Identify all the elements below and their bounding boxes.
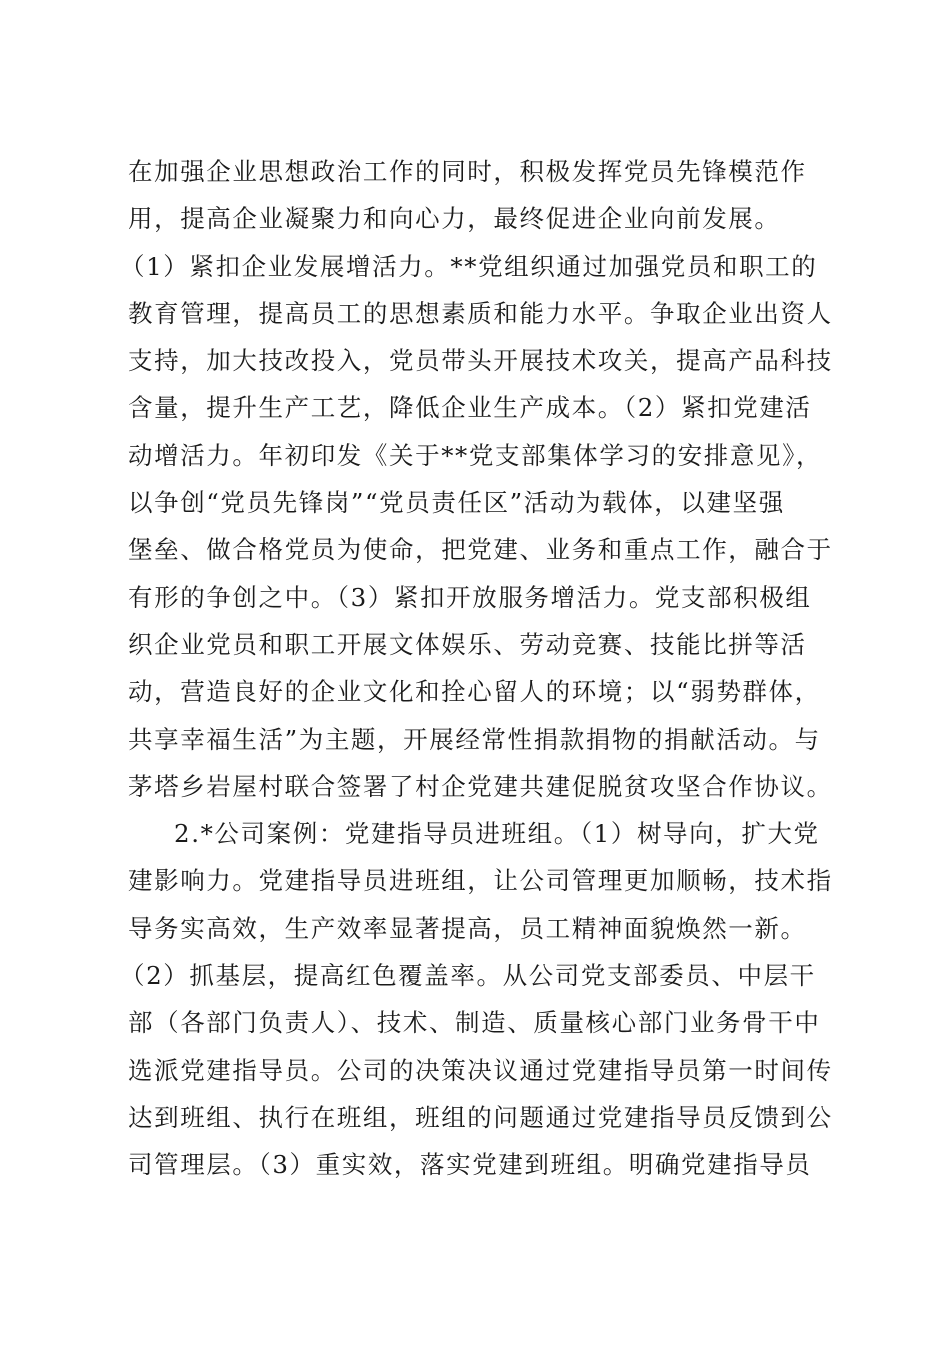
text-line: 在加强企业思想政治工作的同时，积极发挥党员先锋模范作 bbox=[128, 157, 807, 186]
text-line: 达到班组、执行在班组，班组的问题通过党建指导员反馈到公 bbox=[128, 1102, 833, 1132]
text-line: 教育管理，提高员工的思想素质和能力水平。争取企业出资人 bbox=[128, 298, 833, 328]
text-line: 部（各部门负责人）、技术、制造、质量核心部门业务骨干中 bbox=[128, 1008, 821, 1038]
text-line: 支持，加大技改投入，党员带头开展技术攻关，提高产品科技 bbox=[128, 346, 833, 376]
body-text bbox=[120, 148, 833, 1189]
text-line: 建影响力。党建指导员进班组，让公司管理更加顺畅，技术指 bbox=[128, 866, 833, 896]
text-line: 堡垒、做合格党员为使命，把党建、业务和重点工作，融合于 bbox=[128, 535, 833, 565]
text-line: 以争创“党员先锋岗”“党员责任区”活动为载体，以建坚强 bbox=[128, 488, 785, 518]
text-line: 有形的争创之中。（3）紧扣开放服务增活力。党支部积极组 bbox=[128, 582, 812, 612]
text-line: 织企业党员和职工开展文体娱乐、劳动竞赛、技能比拼等活 bbox=[128, 629, 807, 659]
text-line: 茅塔乡岩屋村联合签署了村企党建共建促脱贫攻坚合作协议。 bbox=[128, 771, 833, 801]
text-line: 导务实高效，生产效率显著提高，员工精神面貌焕然一新。 bbox=[128, 913, 807, 943]
text-line: 用，提高企业凝聚力和向心力，最终促进企业向前发展。 bbox=[128, 204, 781, 234]
text-line: 选派党建指导员。公司的决策决议通过党建指导员第一时间传 bbox=[128, 1055, 833, 1085]
text-line: 动增活力。年初印发《关于**党支部集体学习的安排意见》， bbox=[128, 440, 823, 470]
text-line: （2）抓基层，提高红色覆盖率。从公司党支部委员、中层干 bbox=[120, 961, 816, 991]
text-line: （1）紧扣企业发展增活力。**党组织通过加强党员和职工的 bbox=[120, 251, 818, 281]
text-line: 司管理层。（3）重实效，落实党建到班组。明确党建指导员 bbox=[128, 1150, 812, 1180]
text-line: 共享幸福生活”为主题，开展经常性捐款捐物的捐献活动。与 bbox=[128, 724, 821, 754]
text-line: 动，营造良好的企业文化和拴心留人的环境；以“弱势群体， bbox=[128, 677, 821, 707]
text-line: 2.*公司案例：党建指导员进班组。（1）树导向，扩大党 bbox=[174, 819, 820, 849]
text-line: 含量，提升生产工艺，降低企业生产成本。（2）紧扣党建活 bbox=[128, 393, 812, 423]
